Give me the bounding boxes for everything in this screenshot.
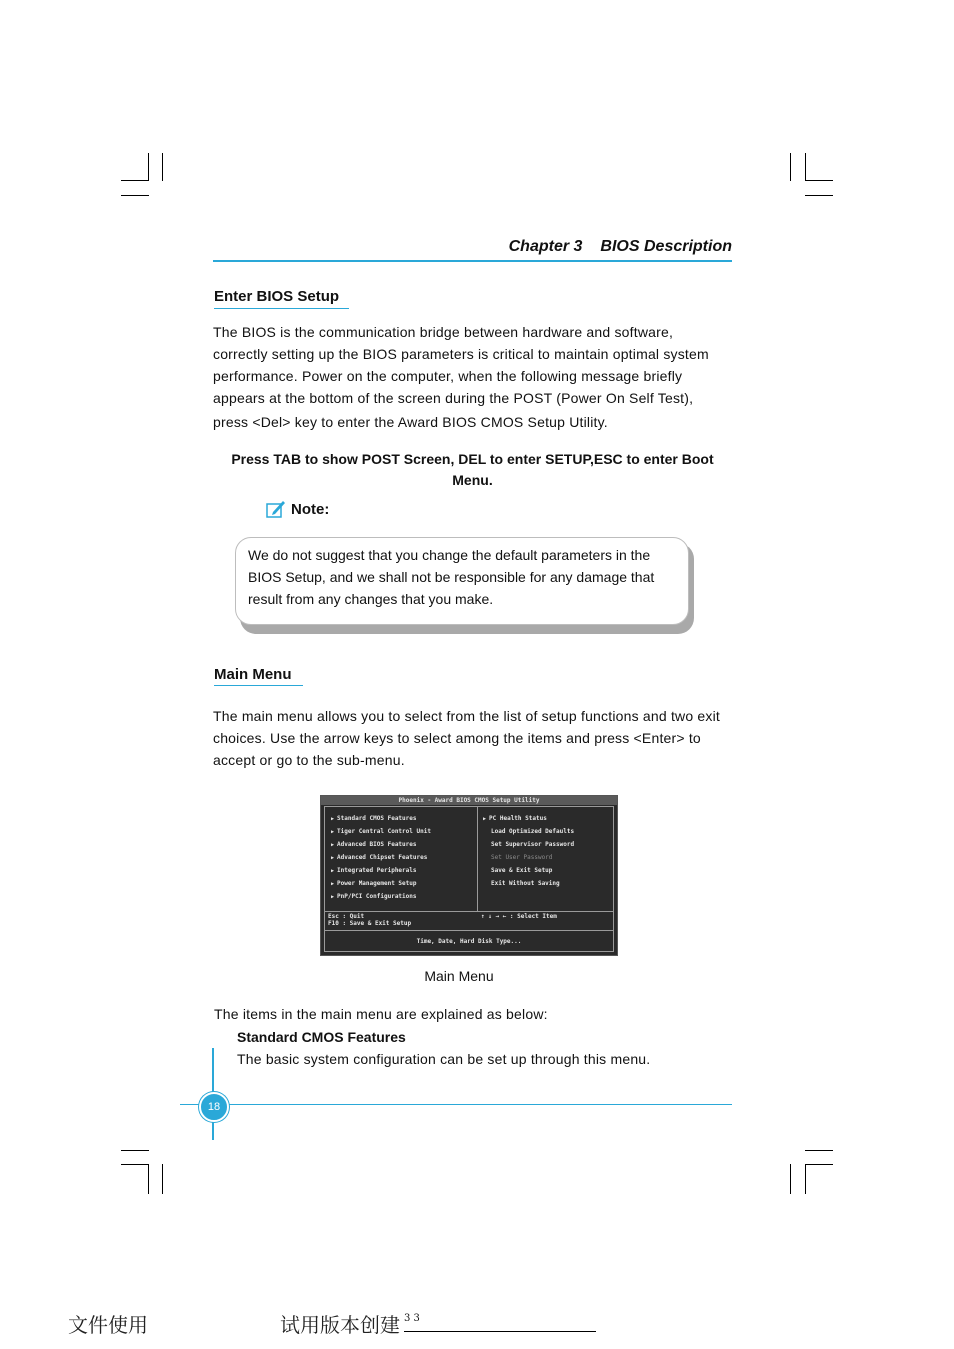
note-line: BIOS Setup, and we shall not be responsible for any damage that <box>248 569 655 585</box>
bios-row-divider <box>325 930 613 931</box>
bios-frame <box>324 806 614 952</box>
bios-footer-key: F10 : Save & Exit Setup <box>328 920 412 927</box>
crop-mark <box>805 1150 833 1151</box>
triangle-right-icon: ▶ <box>331 894 335 900</box>
chapter-number: Chapter 3 <box>508 238 583 255</box>
footer-superscript: 3 3 <box>404 1313 420 1324</box>
bios-menu-item: ▶ Advanced BIOS Features <box>331 841 417 848</box>
text-line: appears at the bottom of the screen during the POST (Power On Self Test), <box>213 390 694 406</box>
bios-menu-item: ▶ Power Management Setup <box>331 880 417 887</box>
bios-footer-key: ↑ ↓ → ← : Select Item <box>481 913 557 920</box>
bios-menu-item: ▶ PnP/PCI Configurations <box>331 893 417 900</box>
bios-menu-item: ▶ Advanced Chipset Features <box>331 854 428 861</box>
main-menu-paragraph <box>213 705 732 771</box>
triangle-right-icon: ▶ <box>331 816 335 822</box>
standard-cmos-title: Standard CMOS Features <box>237 1029 406 1045</box>
note-pencil-icon <box>266 499 286 519</box>
note-text <box>248 544 679 610</box>
crop-mark <box>121 1150 149 1151</box>
crop-mark <box>162 153 163 181</box>
note-line: We do not suggest that you change the default parameters in the <box>248 547 651 563</box>
crop-mark <box>148 153 149 181</box>
text-line: accept or go to the sub-menu. <box>213 752 405 768</box>
section-heading-enter-bios: Enter BIOS Setup <box>214 288 340 305</box>
bios-menu-item: Set Supervisor Password <box>491 841 575 848</box>
text-line: The main menu allows you to select from the list of setup functions and two exit <box>213 708 721 724</box>
post-message <box>213 449 732 491</box>
crop-mark <box>805 153 806 181</box>
bios-menu-item: ▶ Integrated Peripherals <box>331 867 417 874</box>
heading-underline <box>214 685 303 686</box>
section-heading-main-menu: Main Menu <box>214 666 292 683</box>
bios-menu-item: Load Optimized Defaults <box>491 828 575 835</box>
bios-main-menu-screenshot <box>320 795 618 956</box>
header-rule <box>213 260 732 262</box>
triangle-right-icon: ▶ <box>483 816 487 822</box>
triangle-right-icon: ▶ <box>331 829 335 835</box>
crop-mark <box>148 1164 149 1194</box>
page-number-badge <box>199 1092 229 1122</box>
bios-menu-item: ▶ PC Health Status <box>483 815 547 822</box>
crop-mark <box>790 153 791 181</box>
crop-mark <box>790 1164 791 1194</box>
crop-mark <box>162 1164 163 1194</box>
items-intro: The items in the main menu are explained as below: <box>214 1006 548 1022</box>
bios-menu-item: Save & Exit Setup <box>491 867 553 874</box>
footer-middle-text: 试用版本创建 <box>280 1313 400 1337</box>
bios-menu-item: Exit Without Saving <box>491 880 560 887</box>
enter-bios-paragraph <box>213 321 732 433</box>
post-message-line: Menu. <box>452 472 493 488</box>
figure-caption: Main Menu <box>424 968 494 984</box>
crop-mark <box>805 195 833 196</box>
crop-mark <box>121 180 149 181</box>
text-line: correctly setting up the BIOS parameters is critical to maintain optimal system <box>213 346 709 362</box>
text-line: press <Del> key to enter the Award BIOS CMOS Setup Utility. <box>213 414 608 430</box>
chapter-header <box>213 238 732 256</box>
note-label: Note: <box>291 501 330 518</box>
crop-mark <box>121 195 149 196</box>
bios-column-divider <box>477 807 478 911</box>
crop-mark <box>805 180 833 181</box>
heading-underline <box>214 308 349 309</box>
standard-cmos-desc: The basic system configuration can be set up through this menu. <box>237 1051 651 1067</box>
post-message-line: Press TAB to show POST Screen, DEL to enter SETUP,ESC to enter Boot <box>231 451 714 467</box>
text-line: The BIOS is the communication bridge between hardware and software, <box>213 324 674 340</box>
footer-underline <box>404 1331 596 1332</box>
bios-menu-item: ▶ Standard CMOS Features <box>331 815 417 822</box>
text-line: performance. Power on the computer, when the following message briefly <box>213 368 683 384</box>
crop-mark <box>805 1164 833 1165</box>
text-line: choices. Use the arrow keys to select among the items and press <Enter> to <box>213 730 701 746</box>
crop-mark <box>121 1164 149 1165</box>
crop-mark <box>805 1164 806 1194</box>
note-line: result from any changes that you make. <box>248 591 494 607</box>
bios-status-line: Time, Date, Hard Disk Type... <box>416 938 522 945</box>
bios-row-divider <box>325 911 613 912</box>
triangle-right-icon: ▶ <box>331 868 335 874</box>
bios-footer-key: Esc : Quit <box>328 913 365 920</box>
chapter-title: BIOS Description <box>600 238 732 255</box>
footer-left-text: 文件使用 <box>68 1313 148 1337</box>
page-number: 18 <box>207 1101 221 1113</box>
bios-menu-item: Set User Password <box>491 854 553 861</box>
triangle-right-icon: ▶ <box>331 842 335 848</box>
triangle-right-icon: ▶ <box>331 881 335 887</box>
bios-title: Phoenix - Award BIOS CMOS Setup Utility <box>398 797 540 804</box>
bios-menu-item: ▶ Tiger Central Control Unit <box>331 828 431 835</box>
page-bottom-rule <box>180 1104 732 1105</box>
triangle-right-icon: ▶ <box>331 855 335 861</box>
